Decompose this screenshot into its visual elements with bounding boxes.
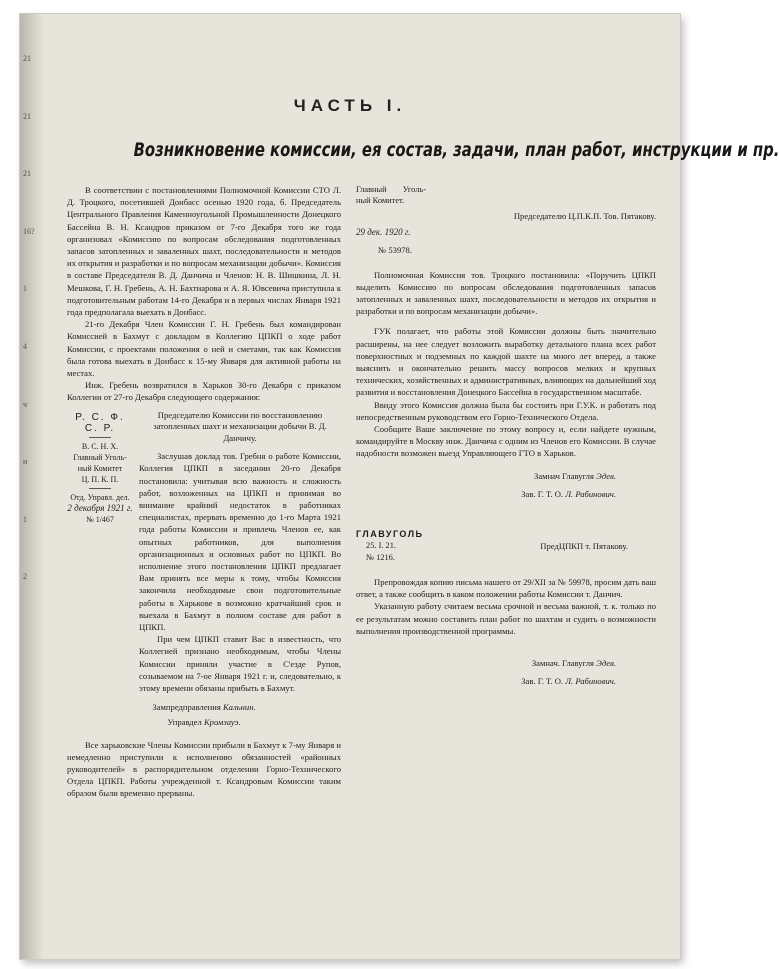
paragraph: Инж. Гребень возвратился в Харьков 30-го Декабря с приказом Коллегии от 27-го Декабря следующего содержания:: [67, 380, 341, 403]
letter-number: № 1216.: [366, 553, 395, 563]
signature-name: Эдев.: [596, 658, 616, 669]
letter-header: [67, 410, 133, 695]
main-title: Возникновение комиссии, ея состав, задачи, план работ, инструкции и пр.: [133, 139, 779, 161]
margin-mark: 2: [23, 572, 27, 582]
letter-date: 29 дек. 1920 г.: [356, 227, 411, 238]
letter-number: № 53978.: [378, 245, 412, 256]
paragraph: Препровождая копию письма нашего от 29/XII за № 59978, просим дать ваш ответ, а также сообщить в каком положении работы Комиссии т. Данчич.: [356, 577, 656, 600]
paragraph: 21-го Декабря Член Комиссии Г. Н. Гребень был командирован Комиссией в Бахмут с докладом в Коллегию ЦПКП о ходе работ Комиссии, с проектами положения о ней и сметами, так как Комиссия была готова выехать в Донбасс к 15-му Января для активной работы на местах.: [67, 319, 341, 379]
paragraph: Сообщите Ваше заключение по этому вопросу и, если найдете нужным, командируйте в Москву инж. Данчича с одним из Членов его Комиссии. В случае надобности возможен выезд Управляющего ГТО в Харьков.: [356, 424, 656, 459]
letter-addressee: Председателю Комиссии по восстановлению затопленных шахт и механизации добычи В. Д. Данчичу.: [153, 409, 327, 443]
signature-line: [356, 470, 656, 482]
letter-block: [67, 410, 341, 695]
signature-label: Зав. Г. Т. О.: [521, 676, 564, 687]
paragraph: Ввиду этого Комиссия должна была бы состоять при Г.У.К. и работать под непосредственным руководством его Горно-Технического Отдела.: [356, 399, 656, 422]
signature-label: Замнач Главугля: [534, 470, 594, 481]
paragraph: При чем ЦПКП ставит Вас в известность, что Коллегией признано необходимым, чтобы Члены Комиссии приняли участие в С'езде Рупов, созываемом на 7-ое Января 1921 г. и, следовательно, к этому времени обязаны прибыть в Бахмут.: [139, 634, 341, 694]
rsfsr-heading: Р. С. Ф. С. Р.: [75, 411, 125, 434]
signature-line: [356, 675, 656, 687]
letter-date: 2 декабря 1921 г.: [67, 502, 133, 513]
divider: [89, 488, 111, 489]
signature-label: Зампредправления: [152, 702, 221, 713]
margin-mark: 21: [23, 111, 31, 121]
margin-mark: 21: [23, 169, 31, 179]
paragraph: Заслушав доклад тов. Гребня о работе Комиссии, Коллегия ЦПКП в заседании 20-го Декабря постановила: учитывая всю важность и сложность работ, возложенных на ЦПКП и принимая во внимание крайний недостаток в работниках специалистах, прервать временно до 1-го Марта 1921 года работы Комиссии и привлечь Членов ее, как опытных работников, для выполнения организационных и основных работ по ЦПКП. Во исполнение этого постановления ЦПКП предлагает Вам принять все меры к тому, чтобы Комиссия закончила необходимые свои подготовительные работы в Харькове в возможно кратчайший срок и выехала в Бахмут в полном составе для работ в ЦПКП.: [139, 451, 341, 632]
signature-line: [356, 488, 656, 500]
paragraph: Полномочная Комиссия тов. Троцкого постановила: «Поручить ЦПКП выделить Комиссию по вопросам обследования подготовленных запасов затопленных и заваленных шахт, последовательности и методов их открытия и разработки и по вопросам механизации добычи».: [356, 269, 656, 317]
margin-marks: [23, 54, 41, 654]
letter-addressee: ПредЦПКП т. Пятакову.: [540, 541, 628, 552]
paragraph: ГУК полагает, что работы этой Комиссии должны быть значительно расширены, на нее следует возложить выработку детального плана всех работ поверхностных и подземных по каждой шахте на много лет вперед, а также выяснить и окончательно решить массу вопросов мелких и крупных технических, хозяйственных и административных, влияющих на дальнейший ход развития и восстановления Донецкого Бассейна в государственном масштабе.: [356, 326, 656, 398]
right-column: [356, 184, 656, 693]
signature-name: Эдев.: [596, 470, 616, 481]
signature-name: Кальнин.: [222, 702, 256, 713]
margin-mark: 1: [23, 284, 27, 294]
paragraph: Все харьковские Члены Комиссии прибыли в Бахмут к 7-му Января и немедленно приступили к исполнению обязанностей «районных руководителей» в распорядительном отделении Горно-Технического Отдела ЦПКП. Работы учрежденной т. Ксандровым Комиссии таким образом были временно прерваны.: [67, 739, 341, 799]
organization-heading: ГЛАВУГОЛЬ: [356, 529, 424, 540]
margin-mark: и: [23, 457, 28, 467]
signature-name: Кромзауэ.: [203, 717, 241, 728]
margin-mark: ч: [23, 399, 28, 409]
signature-line: [356, 657, 656, 669]
margin-mark: 1: [23, 514, 27, 524]
signature-label: Управдел: [167, 717, 202, 728]
second-letter: [356, 528, 656, 564]
department-label: Отд. Управл. дел.: [70, 492, 130, 502]
letter-date: 25. I. 21.: [366, 541, 397, 551]
signature-label: Замнач. Главугля: [531, 658, 594, 669]
committee-label: Главный Уголь-ный Комитет: [73, 452, 127, 473]
margin-mark: 16?: [23, 226, 35, 236]
vsnkh-label: В. С. Н. Х.: [81, 441, 119, 451]
signature-name: Л. Рабинович.: [565, 488, 616, 499]
signature-line: [67, 701, 341, 713]
margin-mark: 4: [23, 341, 27, 351]
signature-label: Зав. Г. Т. О.: [521, 488, 564, 499]
paragraph: В соответствии с постановлениями Полномочной Комиссии СТО Л. Д. Троцкого, посетившей Донбасс осенью 1920 года, б. Председатель Центрального Правления Каменноугольной Промышленности Донецкого Бассейна В. Н. Ксандров приказом от 7-го Декабря того же года организовал «Комиссию по вопросам обследования подготовленных запасов затопленных и заваленных шахт, последовательности и методов их открытия и разработки и по вопросам механизации добычи». Комиссия в составе Председателя В. Д. Данчича и Членов: Н. В. Шишкина, Л. Н. Мешкова, Г. Н. Гребень, А. Н. Бахтиарова и А. Я. Ювсевича приступила к подготовительным работам 14-го Декабря и в первых числах Января 1921 года предполагала выехать в Донбасс.: [67, 185, 341, 318]
part-title: ЧАСТЬ I.: [293, 96, 407, 115]
paragraph: Указанную работу считаем весьма срочной и весьма важной, т. к. только по ее результатам можно составить план работ по шахтам и судить о возможности выполнения производственной программы.: [356, 601, 656, 636]
signature-name: Л. Рабинович.: [565, 676, 616, 687]
letter-header: Главный Уголь-ный Комитет.: [356, 185, 426, 205]
letter-addressee: Председателю Ц.П.К.П. Тов. Пятакову.: [513, 211, 656, 221]
letter-body: [133, 410, 341, 695]
margin-mark: 21: [23, 54, 31, 63]
letter-number: № 1/467: [86, 514, 114, 524]
left-column: [67, 184, 341, 800]
divider: [89, 437, 111, 438]
letter-header: [356, 528, 452, 564]
signature-line: [67, 716, 341, 728]
tskp-label: Ц. П. К. П.: [81, 474, 119, 484]
